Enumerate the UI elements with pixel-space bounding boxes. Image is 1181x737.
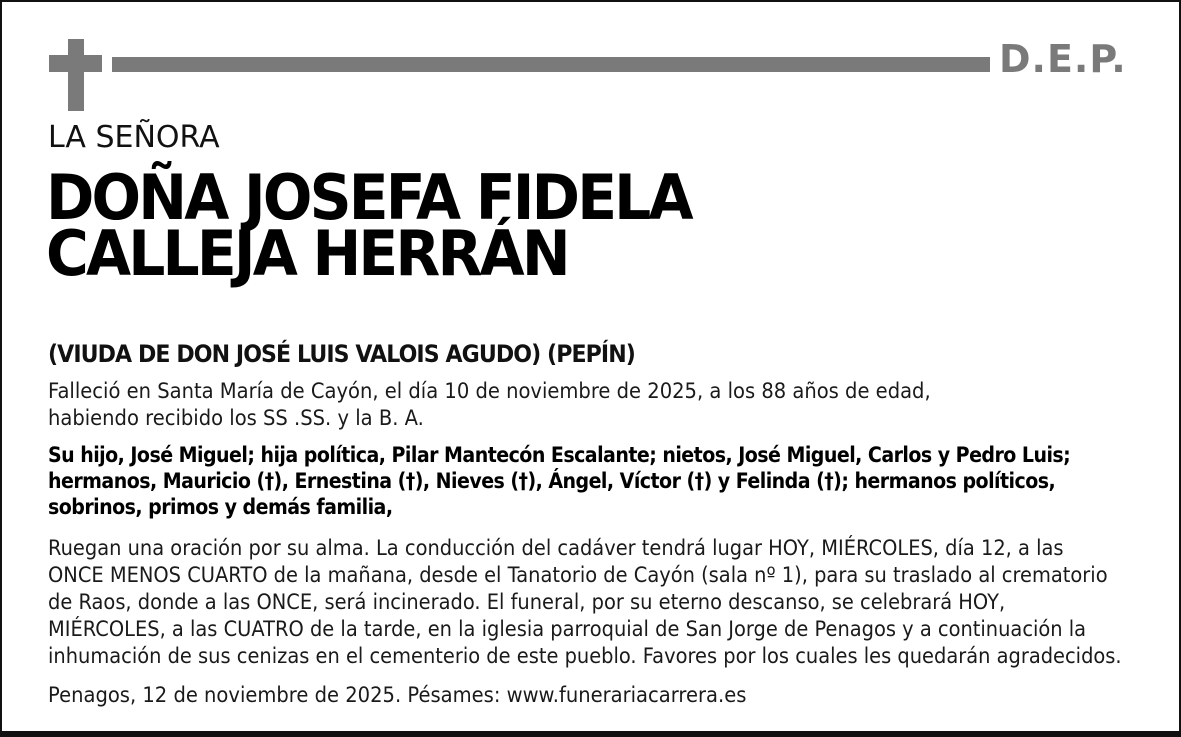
death-line-1: Falleció en Santa María de Cayón, el día 10 de noviembre de 2025, a los 88 años de edad, [48, 379, 931, 403]
footer-line: Penagos, 12 de noviembre de 2025. Pésames: www.funerariacarrera.es [48, 683, 747, 707]
name-line-1: DOÑA JOSEFA FIDELA [46, 161, 691, 234]
funeral-notice-paragraph [48, 535, 1122, 670]
notice-line-1: Ruegan una oración por su alma. La conducción del cadáver tendrá lugar HOY, MIÉRCOLES, día 12, a las [48, 536, 1064, 560]
dep-heading: D.E.P. [999, 37, 1127, 81]
widow-note: (VIUDA DE DON JOSÉ LUIS VALOIS AGUDO) (PEPÍN) [48, 340, 635, 368]
family-line-1: Su hijo, José Miguel; hija política, Pilar Mantecón Escalante; nietos, José Miguel, Carlos y Pedro Luis; [48, 443, 1071, 467]
title-prefix: LA SEÑORA [48, 120, 220, 155]
notice-line-3: de Raos, donde a las ONCE, será incinerado. El funeral, por su eterno descanso, se celebrará HOY, [48, 590, 1006, 614]
family-line-2: hermanos, Mauricio (†), Ernestina (†), Nieves (†), Ángel, Víctor (†) y Felinda (†); hermanos políticos, [48, 469, 1056, 493]
header-rule [112, 57, 990, 72]
name-line-2: CALLEJA HERRÁN [46, 217, 568, 290]
notice-line-5: inhumación de sus cenizas en el cementerio de este pueblo. Favores por los cuales les quedarán agradecidos. [48, 644, 1122, 668]
family-paragraph [48, 442, 1070, 520]
death-line-2: habiendo recibido los SS .SS. y la B. A. [48, 406, 424, 430]
notice-line-4: MIÉRCOLES, a las CUATRO de la tarde, en la iglesia parroquial de San Jorge de Penagos y a continuación la [48, 617, 1087, 641]
family-line-3: sobrinos, primos y demás familia, [48, 495, 393, 519]
deceased-name [46, 161, 691, 290]
cross-vertical-bar [68, 39, 84, 111]
cross-horizontal-bar [49, 55, 102, 72]
death-paragraph [48, 378, 931, 432]
notice-line-2: ONCE MENOS CUARTO de la mañana, desde el Tanatorio de Cayón (sala nº 1), para su traslado al crematorio [48, 563, 1108, 587]
